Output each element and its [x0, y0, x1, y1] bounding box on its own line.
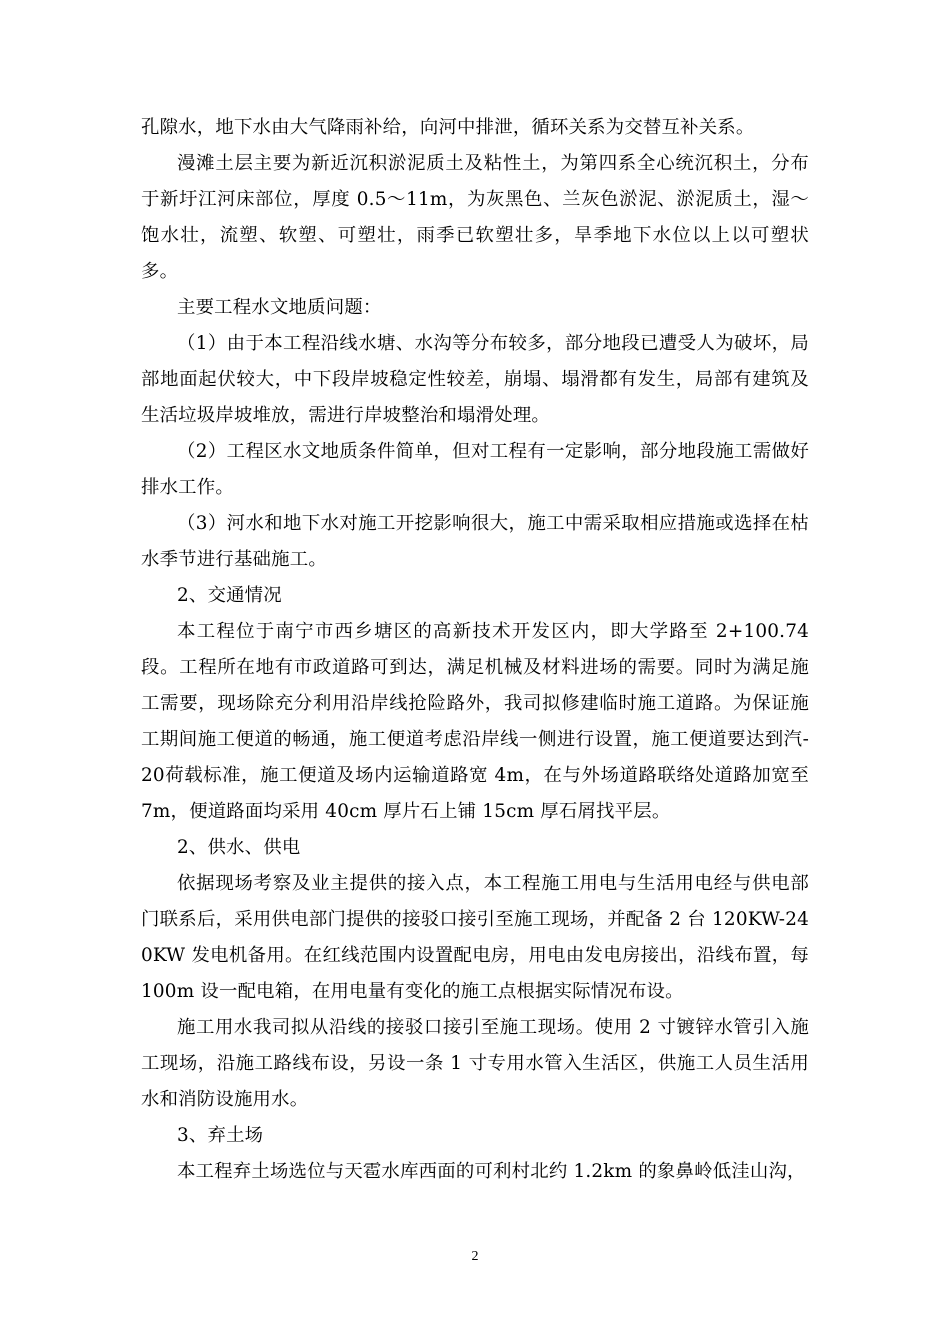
paragraph-12: 本工程弃土场选位与天雹水库西面的可利村北约 1.2km 的象鼻岭低洼山沟，: [177, 1161, 806, 1182]
paragraph-9: 依据现场考察及业主提供的接入点，本工程施工用电与生活用电经与供电部门联系后，采用供电部门提供的接驳口接引至施工现场，并配备 2 台 120KW-240KW 发电机备用。在红线范围内设置配电房，用电由发电房接出，沿线布置，每 100m 设一配电箱，在用电量有变化的施工点根据实际情况布设。: [141, 873, 809, 1002]
paragraph-0: 孔隙水，地下水由大气降雨补给，向河中排泄，循环关系为交替互补关系。: [141, 117, 755, 138]
paragraph-3: （1）由于本工程沿线水塘、水沟等分布较多，部分地段已遭受人为破坏，局部地面起伏较大，中下段岸坡稳定性较差，崩塌、塌滑都有发生，局部有建筑及生活垃圾岸坡堆放，需进行岸坡整治和塌滑处理。: [141, 333, 809, 426]
page-number: 2: [471, 1249, 479, 1264]
body-text: [141, 110, 809, 1190]
paragraph-2: 主要工程水文地质问题：: [177, 297, 382, 318]
paragraph-7: 本工程位于南宁市西乡塘区的高新技术开发区内，即大学路至 2+100.74 段。工程所在地有市政道路可到达，满足机械及材料进场的需要。同时为满足施工需要，现场除充分利用沿岸线抢险路外，我司拟修建临时施工道路。为保证施工期间施工便道的畅通，施工便道考虑沿岸线一侧进行设置，施工便道要达到汽-20荷载标准，施工便道及场内运输道路宽 4m，在与外场道路联络处道路加宽至 7m，便道路面均采用 40cm 厚片石上铺 15cm 厚石屑找平层。: [141, 621, 809, 822]
section-heading-water-power: 2、供水、供电: [177, 837, 301, 858]
paragraph-1: 漫滩土层主要为新近沉积淤泥质土及粘性土，为第四系全心统沉积土，分布于新圩江河床部位，厚度 0.5～11m，为灰黑色、兰灰色淤泥、淤泥质土，湿～饱水壮，流塑、软塑、可塑壮，雨季已软塑壮多，旱季地下水位以上以可塑状多。: [141, 153, 809, 282]
paragraph-5: （3）河水和地下水对施工开挖影响很大，施工中需采取相应措施或选择在枯水季节进行基础施工。: [141, 513, 809, 570]
paragraph-10: 施工用水我司拟从沿线的接驳口接引至施工现场。使用 2 寸镀锌水管引入施工现场，沿施工路线布设，另设一条 1 寸专用水管入生活区，供施工人员生活用水和消防设施用水。: [141, 1017, 809, 1110]
paragraph-4: （2）工程区水文地质条件简单，但对工程有一定影响，部分地段施工需做好排水工作。: [141, 441, 809, 498]
section-heading-spoil-ground: 3、弃土场: [177, 1125, 264, 1146]
section-heading-traffic: 2、交通情况: [177, 585, 282, 606]
